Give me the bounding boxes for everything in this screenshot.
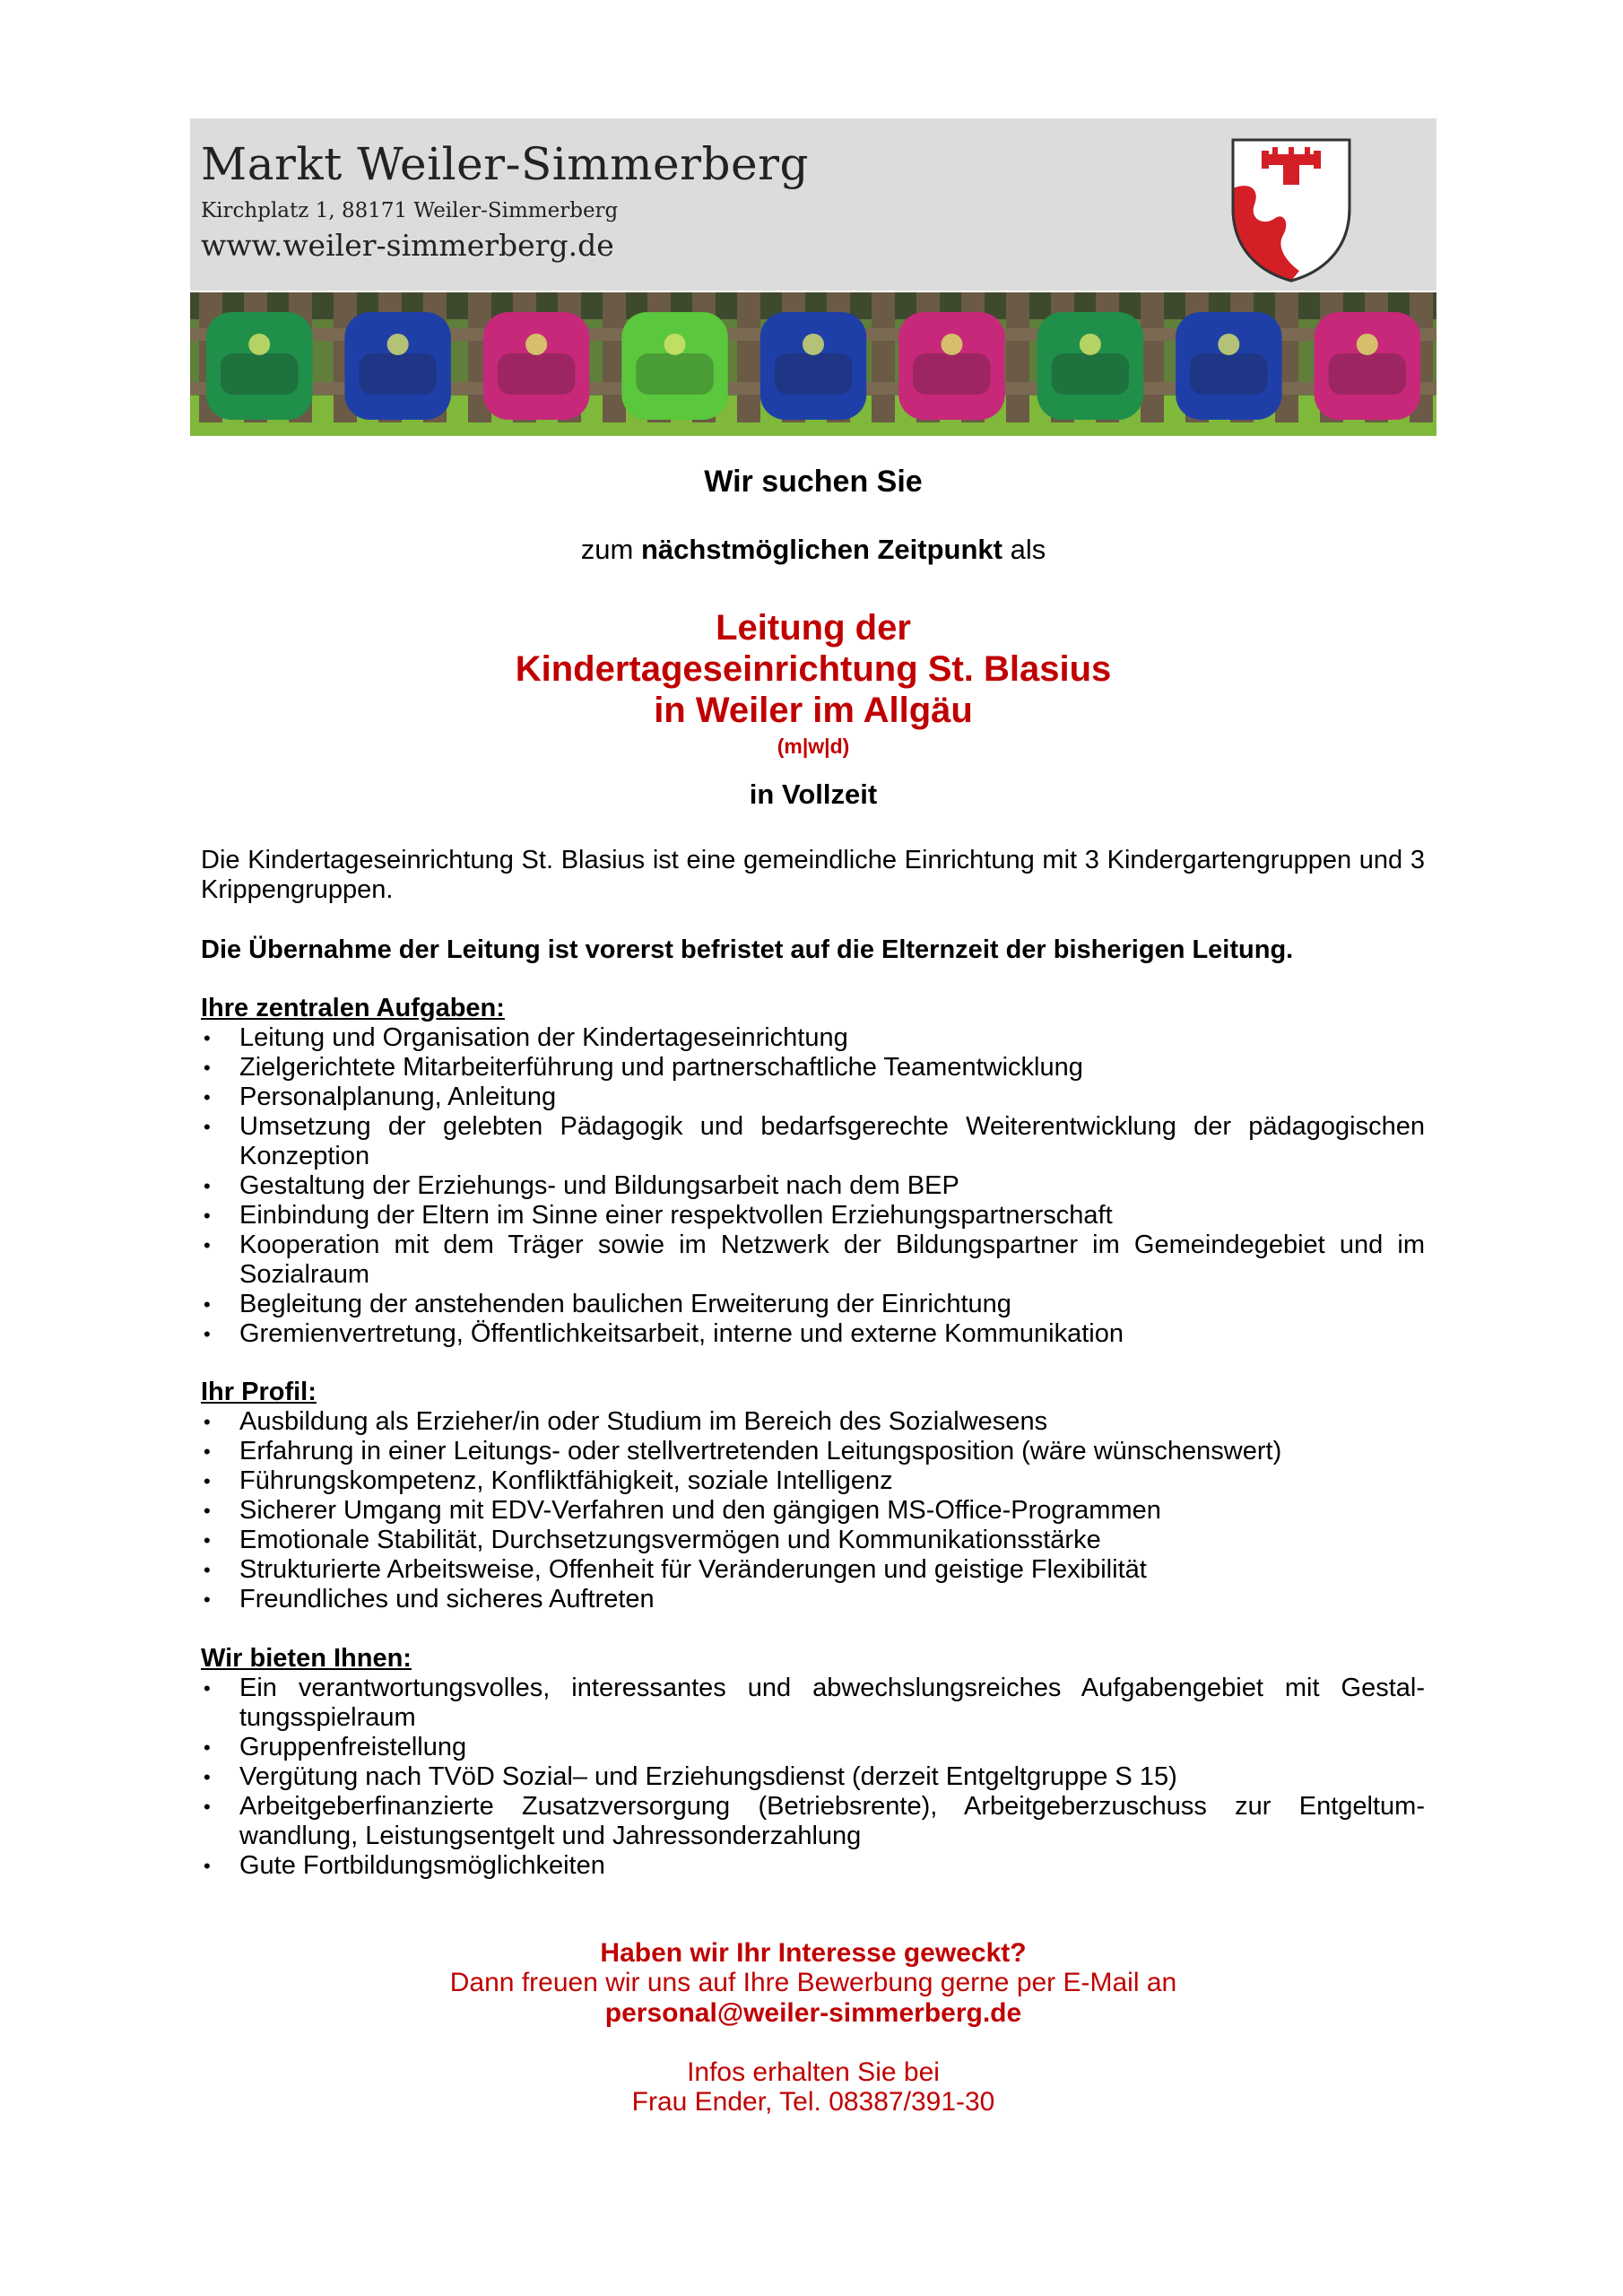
- lead-when: [190, 534, 1436, 566]
- town-address: Kirchplatz 1, 88171 Weiler-Simmerberg: [201, 199, 619, 222]
- list-item: • Begleitung der anstehenden baulichen Erweiterung der Einrichtung: [201, 1290, 1425, 1319]
- offer-list: [201, 1674, 1425, 1881]
- backpack-logo: [941, 334, 962, 355]
- list-item: • Einbindung der Eltern im Sinne einer respektvollen Erziehungspartnerschaft: [201, 1201, 1425, 1231]
- list-item: • Freundliches und sicheres Auftreten: [201, 1585, 1425, 1614]
- fence-post: [872, 292, 895, 422]
- list-item: • Strukturierte Arbeitsweise, Offenheit für Veränderungen und geistige Flexibilität: [201, 1555, 1425, 1585]
- backpack-pocket: [913, 353, 990, 395]
- list-item: • Führungskompetenz, Konfliktfähigkeit, soziale Intelligenz: [201, 1466, 1425, 1496]
- list-item: • Ausbildung als Erzieher/in oder Studium im Bereich des Sozialwesens: [201, 1407, 1425, 1437]
- offer-section: [201, 1644, 1425, 1881]
- list-item: • Emotionale Stabilität, Durchsetzungsvermögen und Kommunikationsstärke: [201, 1526, 1425, 1555]
- backpack-pocket: [775, 353, 852, 395]
- backpack-logo: [1357, 334, 1378, 355]
- backpack-pocket: [221, 353, 298, 395]
- job-title-line-1: Leitung der: [716, 608, 911, 648]
- contact-email-link[interactable]: personal@weiler-simmerberg.de: [604, 1998, 1022, 2028]
- fence-post: [1006, 292, 1029, 422]
- backpack-logo: [387, 334, 409, 355]
- list-item: • Gremienvertretung, Öffentlichkeitsarbeit, interne und externe Kommunikation: [201, 1319, 1425, 1349]
- backpack-pocket: [1190, 353, 1267, 395]
- profile-section: [201, 1378, 1425, 1614]
- note-paragraph: Die Übernahme der Leitung ist vorerst befristet auf die Elternzeit der bisherigen Leitung.: [201, 935, 1294, 964]
- backpack-logo: [664, 334, 686, 355]
- list-item: • Ein verantwortungsvolles, interessantes und abwechslungsreiches Aufgabengebiet mit Gestaltungsspielraum: [201, 1674, 1425, 1733]
- job-hours: in Vollzeit: [749, 778, 878, 810]
- backpack-logo: [1080, 334, 1101, 355]
- tasks-section: [201, 994, 1425, 1349]
- list-item: • Umsetzung der gelebten Pädagogik und bedarfsgerechte Weiterentwicklung der pädagogischen Konzeption: [201, 1112, 1425, 1171]
- job-title-line-3: in Weiler im Allgäu: [654, 691, 973, 730]
- info-text: Infos erhalten Sie bei: [687, 2057, 940, 2087]
- list-item: • Kooperation mit dem Träger sowie im Netzwerk der Bildungspartner im Gemeindegebiet und im Sozialraum: [201, 1231, 1425, 1290]
- tasks-heading: Ihre zentralen Aufgaben:: [201, 994, 505, 1022]
- list-item: • Gruppenfreistellung: [201, 1733, 1425, 1762]
- offer-heading: Wir bieten Ihnen:: [201, 1644, 412, 1673]
- list-item: • Zielgerichtete Mitarbeiterführung und partnerschaftliche Teamentwicklung: [201, 1053, 1425, 1083]
- list-item: • Arbeitgeberfinanzierte Zusatzversorgung (Betriebsrente), Arbeitgeberzuschuss zur Entgeltumwandlung, Leistungsentgelt und Jahressonderzahlung: [201, 1792, 1425, 1851]
- backpack-logo: [248, 334, 270, 355]
- job-gender: (m|w|d): [777, 735, 850, 758]
- list-item: • Sicherer Umgang mit EDV-Verfahren und den gängigen MS-Office-Programmen: [201, 1496, 1425, 1526]
- job-title-line-2: Kindertageseinrichtung St. Blasius: [515, 649, 1112, 689]
- town-website: www.weiler-simmerberg.de: [201, 228, 614, 263]
- fence-post: [1141, 292, 1164, 422]
- lead-title: Wir suchen Sie: [704, 465, 923, 499]
- backpack-pocket: [1052, 353, 1129, 395]
- lead-when-suffix: als: [1002, 534, 1046, 565]
- tasks-list: [201, 1023, 1425, 1349]
- lead-when-prefix: zum: [580, 534, 641, 565]
- backpack-pocket: [636, 353, 713, 395]
- backpack-pocket: [359, 353, 436, 395]
- backpack-pocket: [1329, 353, 1406, 395]
- list-item: • Vergütung nach TVöD Sozial– und Erziehungsdienst (derzeit Entgeltgruppe S 15): [201, 1762, 1425, 1792]
- backpack-logo: [803, 334, 824, 355]
- list-item: • Gute Fortbildungsmöglichkeiten: [201, 1851, 1425, 1881]
- list-item: • Gestaltung der Erziehungs- und Bildungsarbeit nach dem BEP: [201, 1171, 1425, 1201]
- list-item: • Leitung und Organisation der Kindertageseinrichtung: [201, 1023, 1425, 1053]
- town-name: Markt Weiler-Simmerberg: [201, 138, 810, 190]
- list-item: • Erfahrung in einer Leitungs- oder stellvertretenden Leitungsposition (wäre wünschenswert): [201, 1437, 1425, 1466]
- lead-when-bold: nächstmöglichen Zeitpunkt: [640, 534, 1002, 565]
- letterhead: [190, 118, 1436, 291]
- coat-of-arms-icon: [1228, 136, 1355, 283]
- backpack-pocket: [498, 353, 575, 395]
- backpack-logo: [1218, 334, 1239, 355]
- info-contact: Frau Ender, Tel. 08387/391-30: [631, 2087, 995, 2117]
- backpack-logo: [525, 334, 547, 355]
- intro-paragraph: Die Kindertageseinrichtung St. Blasius ist eine gemeindliche Einrichtung mit 3 Kindergartengruppen und 3 Krippengruppen.: [201, 846, 1425, 904]
- backpacks-photo: [190, 292, 1436, 436]
- list-item: • Personalplanung, Anleitung: [201, 1083, 1425, 1112]
- contact-question: Haben wir Ihr Interesse geweckt?: [600, 1938, 1027, 1968]
- profile-heading: Ihr Profil:: [201, 1378, 317, 1406]
- fence-post: [737, 292, 760, 422]
- profile-list: [201, 1407, 1425, 1614]
- contact-text: Dann freuen wir uns auf Ihre Bewerbung gerne per E-Mail an: [449, 1968, 1177, 1997]
